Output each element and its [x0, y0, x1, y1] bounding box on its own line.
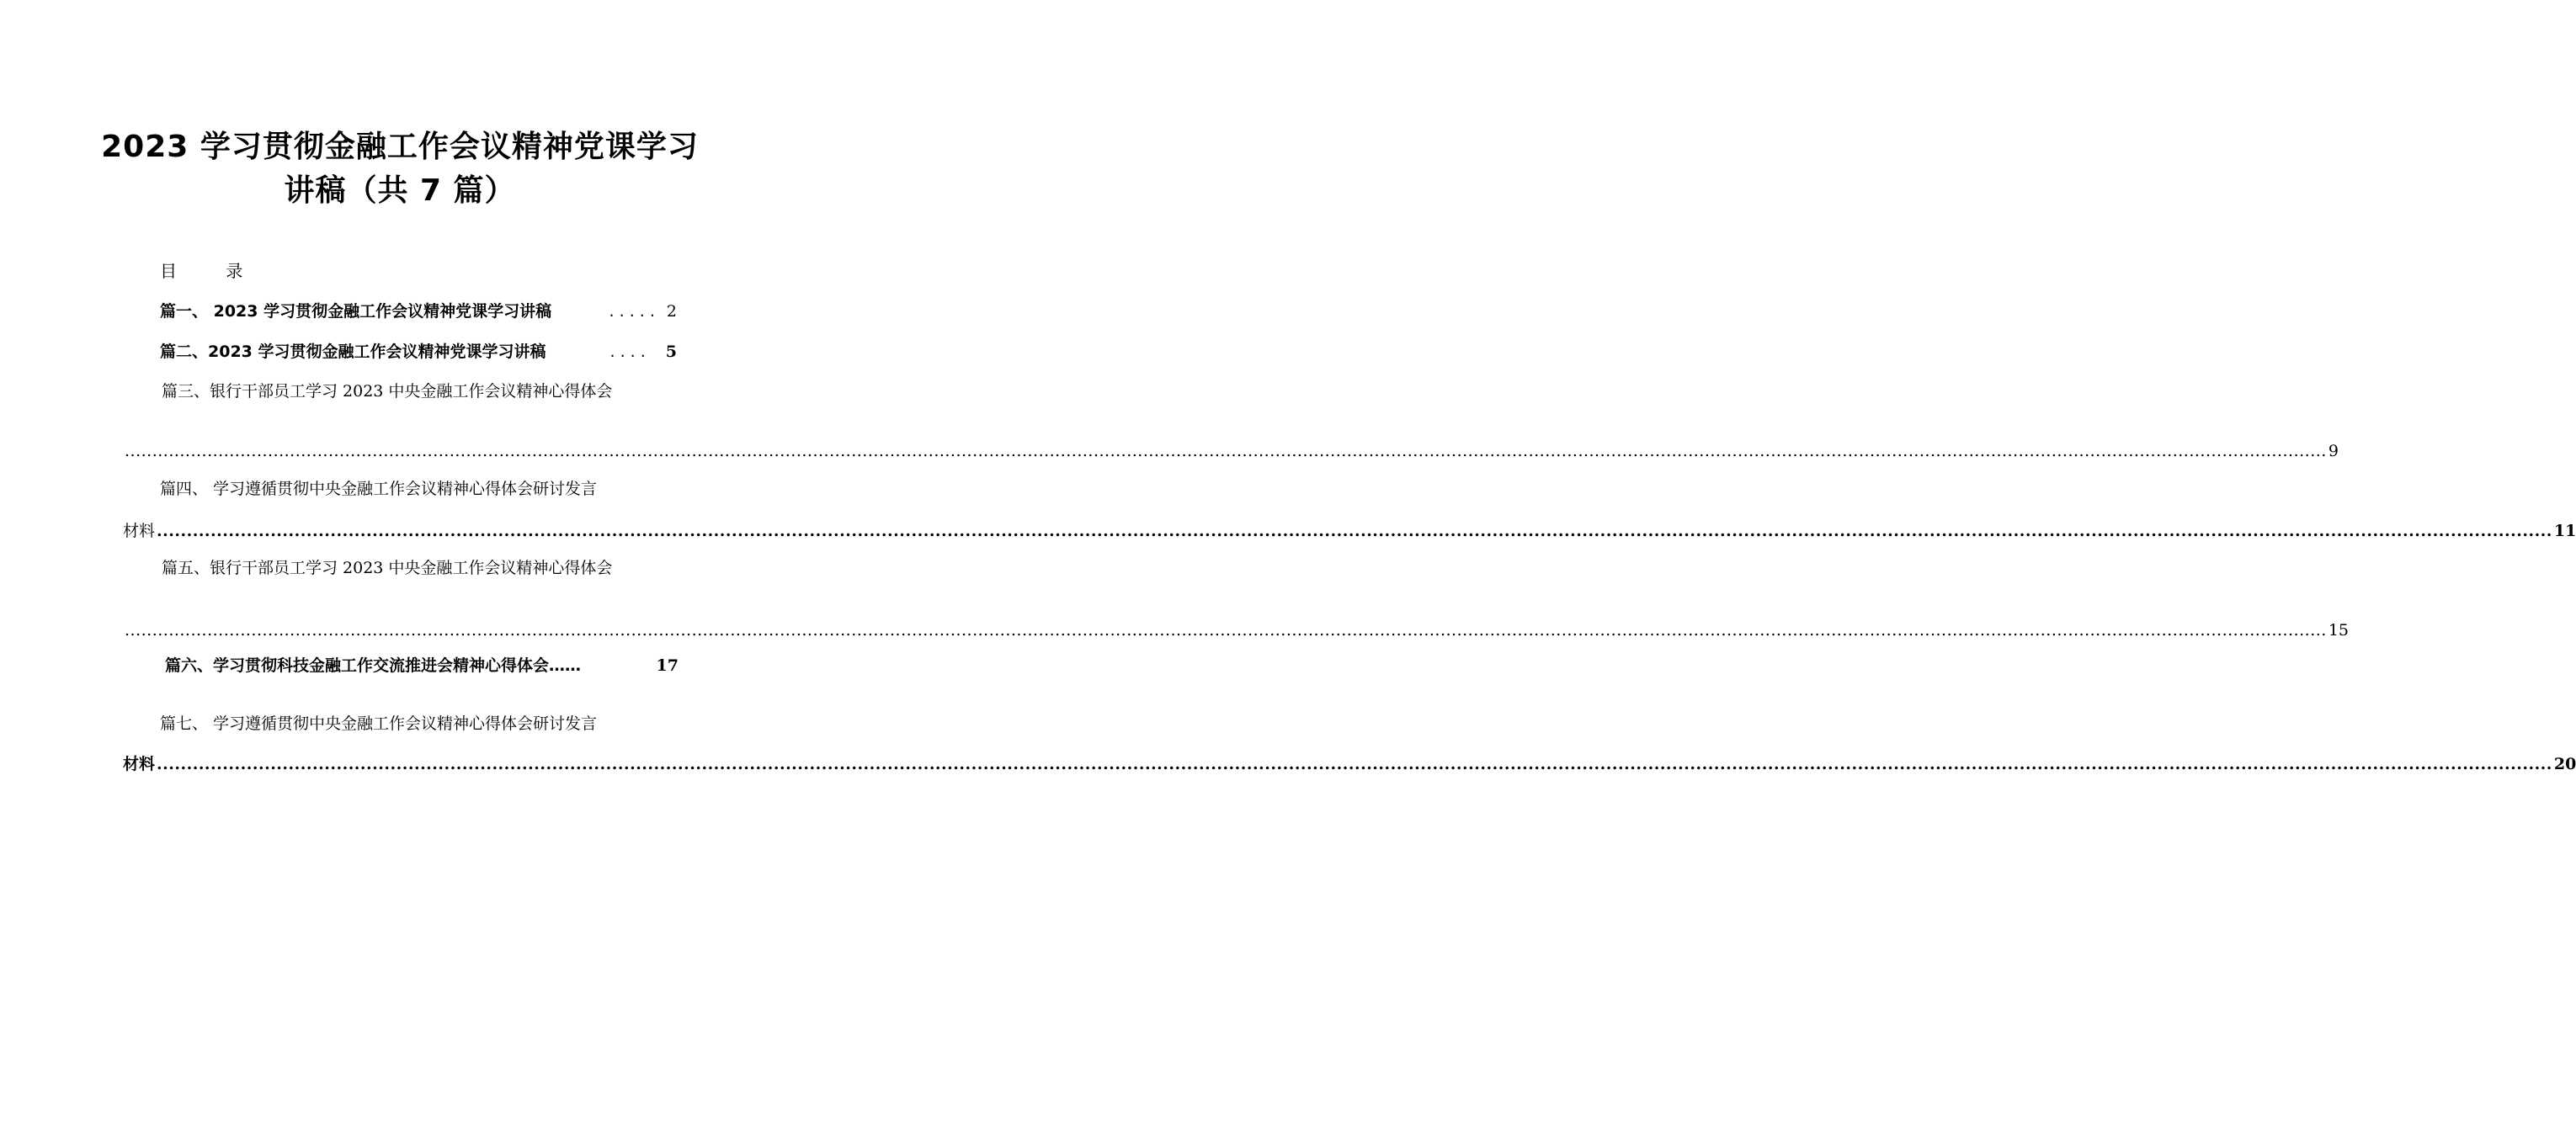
document-title-line-1: 2023 学习贯彻金融工作会议精神党课学习 — [101, 130, 699, 164]
toc-entry-6[interactable] — [165, 653, 679, 676]
toc-page-number: 2 — [666, 302, 677, 321]
toc-leader: ................................................................................................................................................................................................................................................................................................................................................................................................................ — [125, 621, 2327, 640]
toc-page-number: 9 — [2328, 442, 2339, 460]
document-title-line-2: 讲稿（共 7 篇） — [284, 173, 516, 208]
toc-entry-label: 篇六、学习贯彻科技金融工作交流推进会精神心得体会…… — [165, 656, 582, 675]
toc-entry-label: 篇一、 2023 学习贯彻金融工作会议精神党课学习讲稿 — [160, 302, 552, 321]
toc-entry-4-label[interactable]: 篇四、 学习遵循贯彻中央金融工作会议精神心得体会研讨发言 — [160, 480, 598, 498]
toc-entry-2[interactable] — [160, 339, 677, 362]
toc-entry-label: 篇二、2023 学习贯彻金融工作会议精神党课学习讲稿 — [160, 342, 546, 361]
toc-leader: ................................................................................................................................................................................................................................................................................................................................................................................................................ — [157, 522, 2552, 540]
toc-entry-label-continuation: 材料 — [123, 522, 156, 540]
toc-entry-7-label[interactable]: 篇七、 学习遵循贯彻中央金融工作会议精神心得体会研讨发言 — [160, 714, 598, 733]
toc-page-number: 15 — [2328, 621, 2350, 640]
toc-page-number: 11 — [2553, 522, 2576, 540]
toc-leader: . . . . — [609, 342, 646, 361]
toc-leader: ................................................................................................................................................................................................................................................................................................................................................................................................................ — [157, 755, 2552, 773]
toc-page-number: 5 — [665, 342, 677, 361]
toc-entry-label-continuation: 材料 — [123, 755, 156, 773]
toc-page-number: 17 — [656, 656, 679, 675]
toc-entry-5-label[interactable]: 篇五、银行干部员工学习 2023 中央金融工作会议精神心得体会 — [162, 559, 613, 577]
toc-page-number: 20 — [2553, 755, 2576, 773]
toc-entry-7-leader-row[interactable] — [123, 751, 2576, 774]
toc-entry-3-label[interactable]: 篇三、银行干部员工学习 2023 中央金融工作会议精神心得体会 — [162, 382, 613, 401]
toc-heading: 目 录 — [160, 261, 265, 281]
toc-leader: ................................................................................................................................................................................................................................................................................................................................................................................................................ — [125, 442, 2327, 460]
toc-entry-1[interactable] — [160, 299, 677, 321]
toc-leader: . . . . . — [609, 302, 655, 321]
toc-entry-3-leader-row[interactable] — [123, 442, 2339, 460]
toc-entry-5-leader-row[interactable] — [123, 621, 2350, 640]
toc-entry-4-leader-row[interactable] — [123, 518, 2576, 541]
